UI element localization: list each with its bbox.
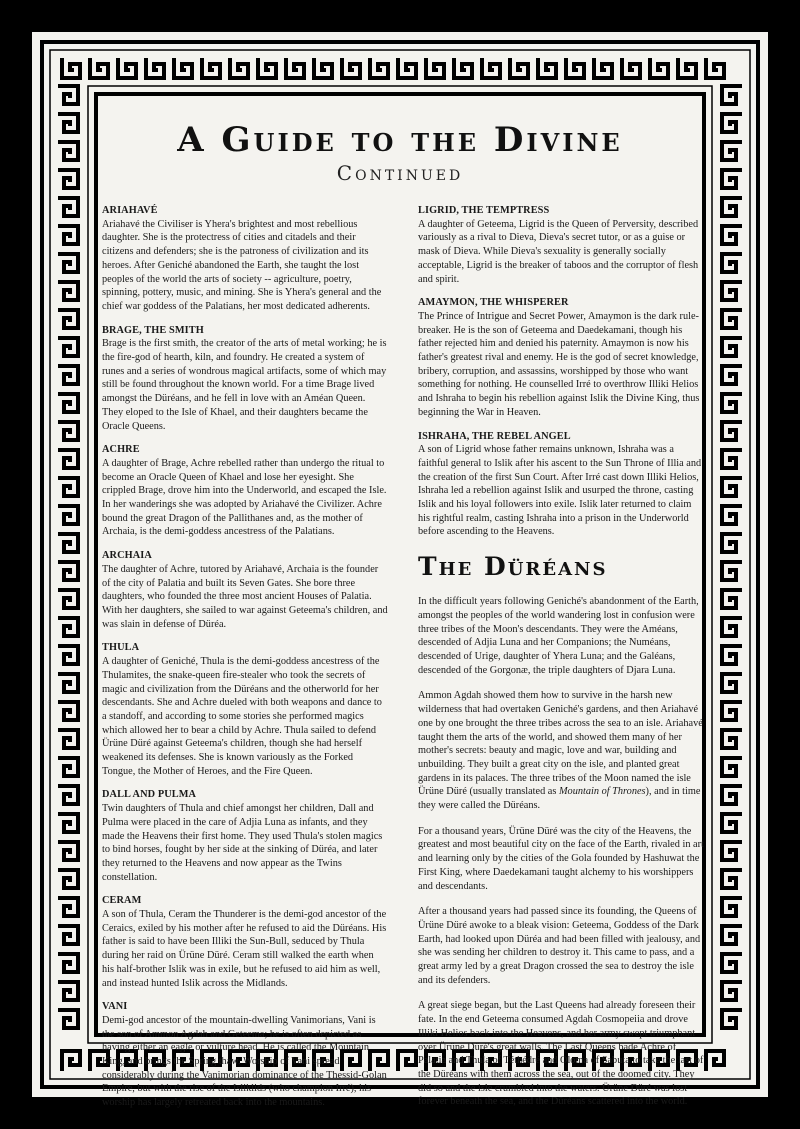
content-area [100,98,704,1109]
entry-heading: ISHRAHA, THE REBEL ANGEL [418,430,571,442]
entry-heading: VANI [102,1001,128,1013]
section-paragraph: For a thousand years, Ürüne Düré was the city of the Heavens, the greatest and most beautiful city on the face of the Earth, rivaled in art and learning only by the cities of the Gola founded by Hashuwat the First King, where Daedekamani taught alchemy to his worshippers and descendants. [418,825,704,892]
italic-title: Mountain of Thrones [558,786,646,798]
title-block [100,120,700,184]
section-paragraph: A great siege began, but the Last Queens had already foreseen their fate. In the end Geteema consumed Agdah Cosmopeiia and drove Illiki Helios back into the Heavens, and her army swept triumphant over Ürüne Düré's great walls. The Last Queens bade Achre of Palatia and Thula of Téthédré and Oloma of Sabuta to take the last of the Düréans with them across the sea, out of the doomed city. They did so and the isle crumbled into the waters. Ürüne Düré was lost forever beneath the sea, and the Düréans scattered into the world. [418,1000,704,1108]
right-column [418,204,704,1121]
entry-heading: ARIAHAVÉ [102,205,158,216]
entry-ishraha [418,430,704,540]
section-paragraph [418,689,704,812]
entry-body: A daughter of Geteema, Ligrid is the Queen of Perversity, described variously as a rival to Dieva, Dieva's secret tutor, or as a guise or mask of Dieva. While Dieva's sexuality is generally socially acceptable, Ligrid is the breaker of taboos and the corruptor of flesh and spirit. [418,218,699,285]
entry-body: A daughter of Brage, Achre rebelled rather than undergo the ritual to become an Oracle Queen of Khael and lose her eyesight. She crippled Brage, drove him into the Underworld, and escaped the Isle. In her wanderings she was adopted by Ariahavé the Civilizer. Achre bound the great Dragon of the Pallithanes and, as the mother of Archaia, is the demi-goddess ancestress of the Palatians. [102,457,387,538]
entry-body: Twin daughters of Thula and chief amongst her children, Dall and Pulma were placed in the care of Adjia Luna as infants, and they made the Heavens their first home. They used Thula's stolen magics to bind horses, fought by her side at the sinking of Düréa, and later they returned to the Heavens and now appear as the Twins constellation. [102,803,383,883]
entry-body: The daughter of Achre, tutored by Ariahavé, Archaia is the founder of the city of Palatia and built its Seven Gates. She bore three daughters, who founded the three most ancient Houses of Palatia. With her daughters, she sailed to war against Geteema's children, and was slain in defense of Düréa. [102,563,388,630]
section-paragraph: In the difficult years following Geniché's abandonment of the Earth, amongst the peoples of the world wandering lost in confusion were three tribes of the Moon's descendants. They were the Améans, descended of Adjia Luna and her Companions; the Numéans, descended of Urige, daughter of Yhera Luna; and the Galéans, descended of the Gorgonæ, the triple daughters of Djara Luna. [418,596,699,676]
section-heading: The Düréans [418,552,608,582]
section-paragraph: After a thousand years had passed since its founding, the Queens of Ürüne Düré awoke to a bleak vision: Geteema, Goddess of the Dark Earth, had looked upon Düréa and had been filled with jealousy, and she was sending her children to destroy it. This came to pass, and a great army led by a great Dragon crossed the sea to destroy the isle and its defenders. [418,906,701,986]
entry-ceram [102,894,388,990]
entry-thula [102,641,388,778]
entry-archaia [102,549,388,631]
entry-heading: ARCHAIA [102,550,152,562]
entry-dall-and-pulma [102,788,388,884]
entry-heading: DALL AND PULMA [102,789,197,801]
paragraph-text: Ammon Agdah showed them how to survive in the harsh new wilderness that had overtaken Geniché's gardens, and then Ariahavé one by one brought the three tribes across the sea to an isle. Ariahavé taught them the arts of the world, and showed them many of her mother's secrets: beauty and magic, love and war, building and unbuilding. They built a great city on the isle, and planted great gardens in its palaces. The three tribes of the Moon named the isle Ürüne Düré (usually translated as [418,690,703,798]
page-subtitle: Continued [336,161,464,185]
left-column [102,204,388,1120]
entry-vani [102,1000,388,1110]
entry-amaymon [418,296,704,419]
entry-heading: ACHRE [102,444,140,456]
entry-body: The Prince of Intrigue and Secret Power, Amaymon is the dark rule-breaker. He is the son of Geteema and Daedekamani, though his father rejected him and denied his paternity. Amaymon is now his father's greatest rival and enemy. He is the god of secret knowledge, bribery, corruption, and assassins, worshipped by those who want something for nothing. He counselled Irré to overthrow Illiki Helios and Ishraha to begin his rebellion against Islik the Divine King, thus beginning the War in Heaven. [418,310,700,418]
entry-brage [102,324,388,434]
page-title: A Guide to the Divine [177,120,623,160]
entry-heading: THULA [102,642,140,654]
entry-body: A son of Ligrid whose father remains unknown, Ishraha was a faithful general to Islik after his ascent to the Sun Throne of Illia and the creation of the first Sun Court. After Irré cast down Illiki Helios, Ishraha led a rebellion against Islik and usurped the throne, casting Islik and his loyal followers into exile. Islik later returned to claim his rightful realm, casting Ishraha into a prison in the Underworld before ascending to the Heavens. [418,444,702,538]
entry-body: Brage is the first smith, the creator of the arts of metal working; he is the fire-god of hearth, kiln, and foundry. He created a system of runes and a series of wondrous magical artifacts, some of which may still be found throughout the known world. For a time Brage lived amongst the Düréans, and he fell in love with an Améan Queen. They eloped to the Isle of Khael, and their daughters became the Oracle Queens. [102,338,387,432]
entry-body: Ariahavé the Civiliser is Yhera's brightest and most rebellious daughter. She is the protectress of cities and citadels and their citizens and defenders; she is the patroness of civilization and its heroes. After Geniché abandoned the Earth, she taught the lost peoples of the world the arts of society -- agriculture, poetry, spinning, pottery, music, and mining. She is Yhera's general and the chief war goddess of the Palatians, her most dedicated adherents. [102,218,382,312]
entry-body: A daughter of Geniché, Thula is the demi-goddess ancestress of the Thulamites, the snake-queen fire-stealer who took the secrets of magic and civilization from the Düréans and the otherworld for her descendants. She and Achre dueled with both weapons and dance to a standoff, and according to some stories she performed magics which allowed her to bear a child by Achre. Thula sailed to defend Ürüne Düré against Geteema's children, though she had herself weakened its defenses. She is known variously as the Forked Tongue, the Mother of Heroes, and the Fire Queen. [102,656,382,777]
entry-heading: BRAGE, THE SMITH [102,324,204,336]
entry-achre [102,443,388,539]
paragraph-text: ), and in time they were called the Düréans. [418,786,701,812]
entry-heading: AMAYMON, THE WHISPERER [418,297,569,309]
entry-heading: CERAM [102,895,142,907]
entry-body: A son of Thula, Ceram the Thunderer is the demi-god ancestor of the Ceraics, exiled by his mother after he refused to aid the Düréans. His father is said to have been Illiki the Sun-Bull, seduced by Thula during her raid on Ürüne Düré. Ceram still walked the earth when his half-brother Islik was in exile, but he refused to aid him as well, and instead hunted Islik across the Midlands. [102,909,387,989]
entry-ariahave [102,204,388,314]
entry-ligrid [418,204,704,286]
entry-heading: LIGRID, THE TEMPTRESS [418,205,550,216]
page [32,32,768,1109]
entry-body: Demi-god ancestor of the mountain-dwelling Vanimorians, Vani is the son of Ammon Agdah and Geteema; he is often depicted as having either an eagle or vulture head. He is called the Mountain King, and brings the Spring thaw. Worship of Vani spread considerably during the Vanimorian dominance of the Thessid-Golan Empire, but with the rise of the Isliklids (who champion Irré), his worship has largely retreated back into the mountains. [102,1014,387,1109]
